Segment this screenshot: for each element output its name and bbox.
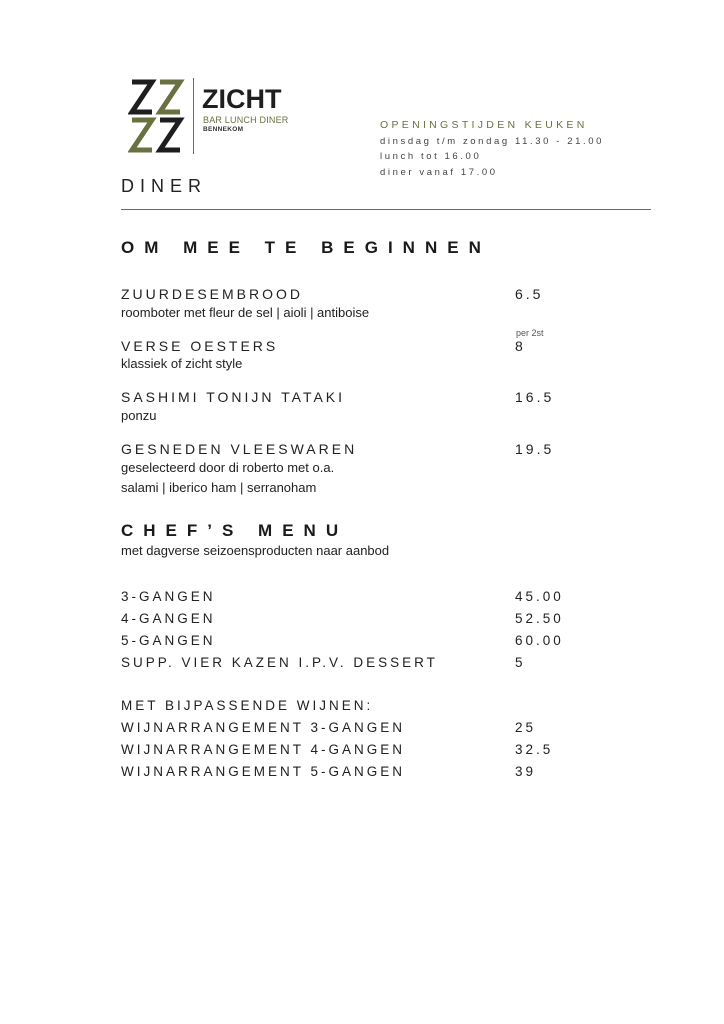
wine-option-name: WIJNARRANGEMENT 5-GANGEN (121, 764, 406, 779)
hours-title: OPENINGSTIJDEN KEUKEN (380, 119, 588, 131)
wine-option-price: 25 (515, 720, 537, 735)
menu-item-description: geselecteerd door di roberto met o.a. (121, 460, 335, 475)
menu-item-name: VERSE OESTERS (121, 338, 279, 354)
wine-option-price: 39 (515, 764, 537, 779)
course-option-name: 5-GANGEN (121, 633, 216, 648)
course-option-name: SUPP. VIER KAZEN I.P.V. DESSERT (121, 655, 438, 670)
wine-option-name: WIJNARRANGEMENT 4-GANGEN (121, 742, 406, 757)
menu-item-price: 16.5 (515, 389, 555, 405)
course-option-price: 5 (515, 655, 526, 670)
menu-item-price: 6.5 (515, 286, 544, 302)
menu-item-price: 19.5 (515, 441, 555, 457)
menu-item-description: klassiek of zicht style (121, 356, 243, 371)
brand-name: ZICHT (202, 84, 282, 114)
course-option-price: 45.00 (515, 589, 564, 604)
price-note: per 2st (516, 328, 544, 338)
hours-line: diner vanaf 17.00 (380, 166, 498, 178)
kitchen-hours (380, 118, 604, 180)
menu-item-description: ponzu (121, 408, 157, 423)
menu-item-description: salami | iberico ham | serranoham (121, 480, 317, 495)
wine-heading: MET BIJPASSENDE WIJNEN: (121, 698, 374, 713)
course-option-price: 52.50 (515, 611, 564, 626)
brand-subtitle: BAR LUNCH DINER (203, 115, 289, 125)
wine-option-name: WIJNARRANGEMENT 3-GANGEN (121, 720, 406, 735)
menu-item-price: 8 (515, 338, 526, 354)
zicht-logo-icon (128, 76, 186, 156)
course-option-price: 60.00 (515, 633, 564, 648)
course-option-name: 3-GANGEN (121, 589, 216, 604)
section-title-starters: OM MEE TE BEGINNEN (121, 238, 491, 257)
wine-option-price: 32.5 (515, 742, 554, 757)
logo-divider (193, 78, 194, 154)
page-title: DINER (121, 176, 208, 196)
header-divider (121, 209, 651, 210)
course-option-name: 4-GANGEN (121, 611, 216, 626)
brand-city: BENNEKOM (203, 126, 244, 133)
hours-line: lunch tot 16.00 (380, 151, 482, 162)
menu-item-name: GESNEDEN VLEESWAREN (121, 441, 358, 457)
chefs-menu-subtitle: met dagverse seizoensproducten naar aanbod (121, 543, 390, 558)
menu-item-description: roomboter met fleur de sel | aioli | antiboise (121, 305, 370, 320)
hours-line: dinsdag t/m zondag 11.30 - 21.00 (380, 135, 605, 147)
section-title-chefs-menu: CHEF’S MENU (121, 521, 349, 540)
menu-item-name: ZUURDESEMBROOD (121, 286, 304, 302)
menu-item-name: SASHIMI TONIJN TATAKI (121, 389, 346, 405)
